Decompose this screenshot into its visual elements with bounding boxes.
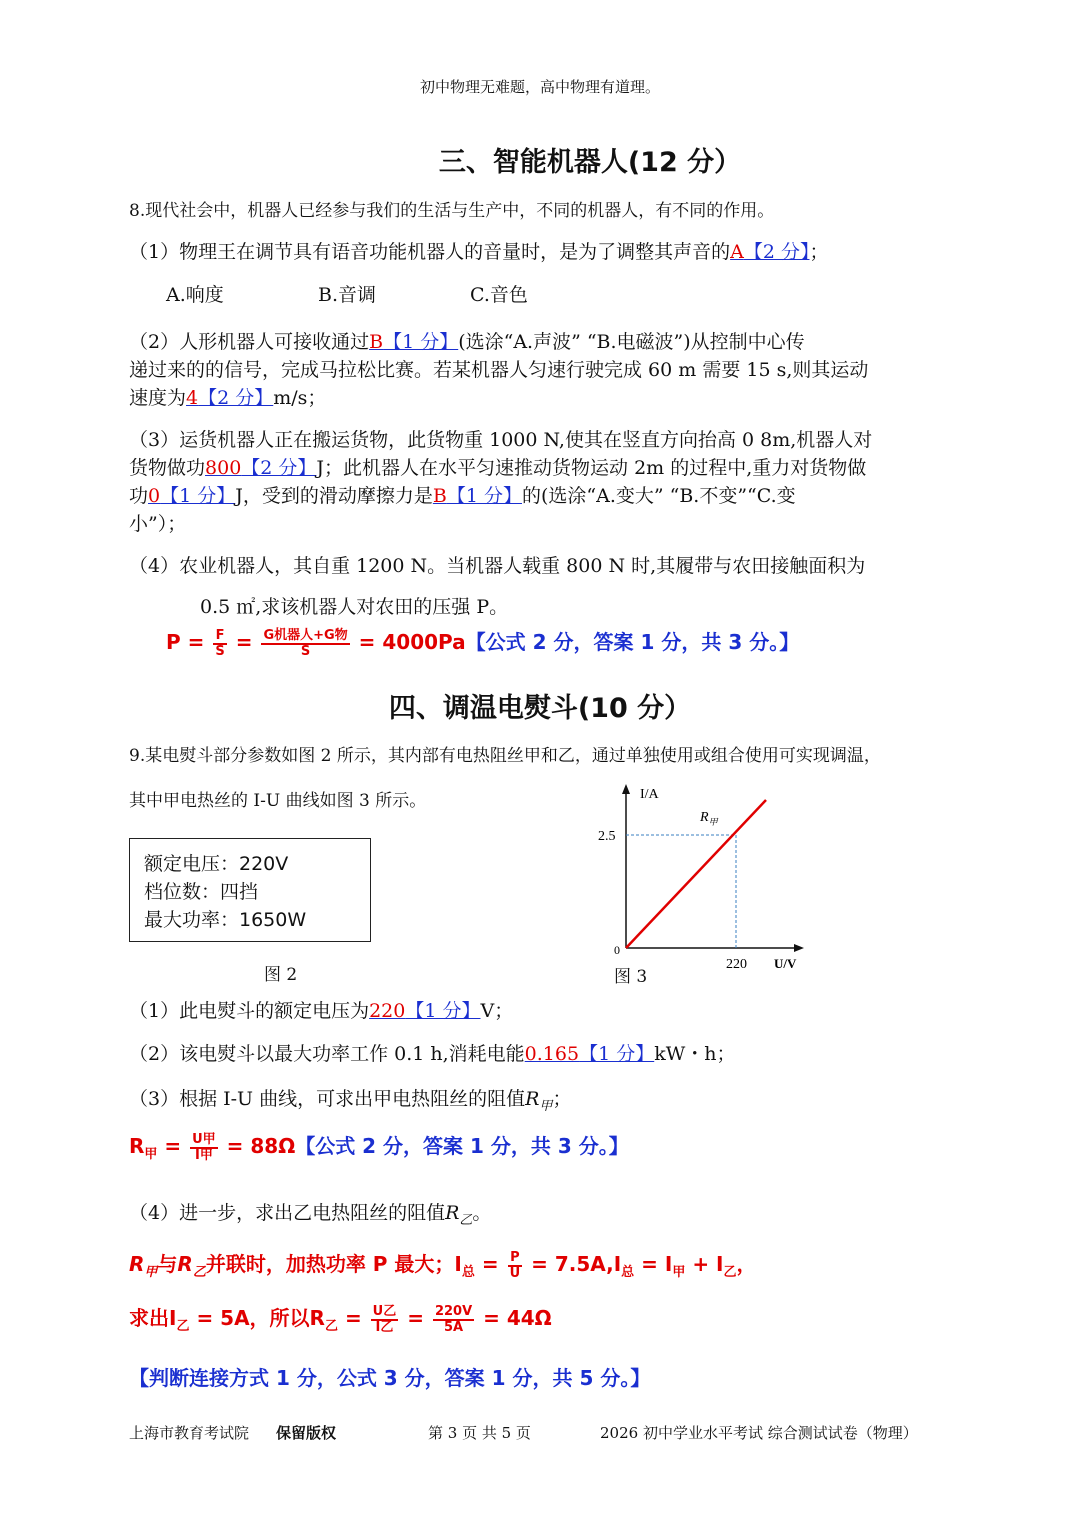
- q9-intro: 9.某电熨斗部分参数如图 2 所示，其内部有电热阻丝甲和乙，通过单独使用或组合使用可实现调温，: [129, 746, 881, 766]
- q8-1-option-c: C.音色: [470, 284, 528, 306]
- spec-gears: 档位数：四挡: [144, 881, 259, 903]
- q9-3: （3）根据 I-U 曲线，可求出甲电热阻丝的阻值$R_甲$；: [129, 1088, 572, 1114]
- x-axis-label: U/V: [774, 956, 797, 971]
- q8-1: （1）物理王在调节具有语音功能机器人的音量时，是为了调整其声音的A【2 分】；: [129, 241, 829, 263]
- q8-2-line2: 递过来的的信号，完成马拉松比赛。若某机器人匀速行驶完成 60 m 需要 15 s,则其运动: [129, 359, 869, 381]
- figure2-caption: 图 2: [264, 965, 298, 985]
- x-axis-arrow-icon: [794, 944, 804, 952]
- footer-rights: 保留版权: [276, 1424, 337, 1442]
- footer-exam: 2026 初中学业水平考试 综合测试试卷（物理）: [600, 1424, 918, 1442]
- q8-3-line3: 功0【1 分】J，受到的滑动摩擦力是B【1 分】的(选涂“A.变大” “B.不变”“C.变: [129, 485, 796, 507]
- q9-2: （2）该电熨斗以最大功率工作 0.1 h,消耗电能0.165【1 分】kW・h；: [129, 1043, 736, 1065]
- q9-4-formula-line2: 求出$I_乙 = 5A$，所以$R_乙$ = $\frac{\text{U乙}}{\text{I乙}}$ = $\frac{220V}{5A}$ = 44Ω: [129, 1303, 552, 1335]
- q8-4-formula: P = $\frac{F}{S}$ = $\frac{\text{G机器人+G物}}{S}$ = 4000Pa【公式 2 分，答案 1 分，共 3 分。】: [166, 627, 800, 659]
- q9-intro2: 其中甲电热丝的 I-U 曲线如图 3 所示。: [129, 791, 427, 811]
- spec-max-power: 最大功率：1650W: [144, 909, 307, 931]
- spec-box: [129, 838, 371, 942]
- q8-1-option-b: B.音调: [318, 284, 377, 306]
- y-tick-label: 2.5: [598, 829, 616, 844]
- figure3-caption: 图 3: [614, 967, 648, 987]
- q8-2-line3: 速度为4【2 分】m/s；: [129, 387, 327, 409]
- q8-4-line2: 0.5 ㎡,求该机器人对农田的压强 P。: [200, 596, 509, 618]
- section4-title: 四、调温电熨斗(10 分）: [388, 693, 692, 724]
- q9-4-formula-line1: $R_甲$与$R_乙$并联时，加热功率 P 最大；$I_总$ = $\frac{P}{U}$ = $7.5A,I_总 = I_甲 + I_乙$，: [129, 1249, 757, 1281]
- q9-3-formula: $R_甲$ = $\frac{\text{U甲}}{\text{I甲}}$ = 88Ω【公式 2 分，答案 1 分，共 3 分。】: [129, 1131, 629, 1163]
- y-axis-label: I/A: [640, 787, 659, 802]
- footer-page: 第 3 页 共 5 页: [428, 1424, 531, 1442]
- spec-rated-voltage: 额定电压：220V: [144, 853, 289, 875]
- q9-4: （4）进一步，求出乙电热阻丝的阻值$R_乙$。: [129, 1202, 492, 1228]
- q8-3-line2: 货物做功800【2 分】J；此机器人在水平匀速推动货物运动 2m 的过程中,重力对货物做: [129, 457, 867, 479]
- section3-title: 三、智能机器人(12 分）: [438, 147, 742, 178]
- q8-4-line1: （4）农业机器人，其自重 1200 N。当机器人载重 800 N 时,其履带与农田接触面积为: [129, 555, 866, 577]
- q8-3-line1: （3）运货机器人正在搬运货物，此货物重 1000 N,使其在竖直方向抬高 0 8m,机器人对: [129, 429, 873, 451]
- x-tick-label: 220: [726, 957, 747, 972]
- q9-4-score: 【判断连接方式 1 分，公式 3 分，答案 1 分，共 5 分。】: [129, 1366, 651, 1390]
- q8-2-line1: （2）人形机器人可接收通过B【1 分】(选涂“A.声波” “B.电磁波”)从控制中心传: [129, 331, 805, 353]
- curve-label: $R_甲$: [700, 810, 718, 827]
- footer-org: 上海市教育考试院: [129, 1424, 250, 1442]
- iu-graph: [590, 778, 820, 988]
- q8-3-line4: 小”）；: [129, 513, 187, 535]
- iu-line: [626, 800, 766, 948]
- q8-intro: 8.现代社会中，机器人已经参与我们的生活与生产中，不同的机器人，有不同的作用。: [129, 201, 775, 221]
- y-axis-arrow-icon: [622, 784, 630, 794]
- origin-label: 0: [614, 943, 620, 957]
- q8-1-option-a: A.响度: [166, 284, 224, 306]
- page-header: 初中物理无难题，高中物理有道理。: [419, 78, 660, 96]
- q9-1: （1）此电熨斗的额定电压为220【1 分】V；: [129, 1000, 514, 1022]
